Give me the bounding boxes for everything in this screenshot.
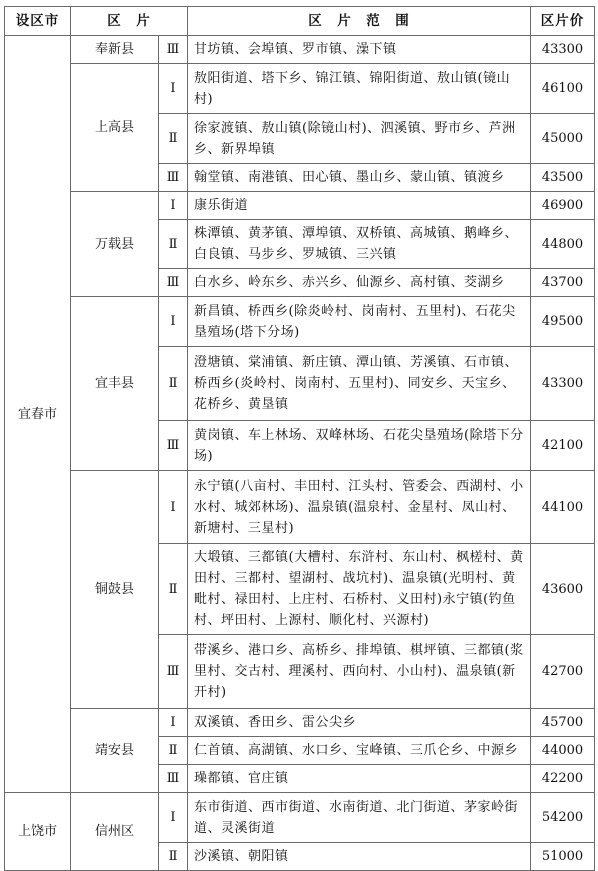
tier-cell: Ⅰ — [159, 471, 188, 544]
price-cell: 45000 — [531, 114, 595, 164]
range-cell: 敖阳街道、塔下乡、锦江镇、锦阳街道、敖山镇(镜山村) — [188, 64, 531, 114]
tier-cell: Ⅱ — [159, 544, 188, 635]
price-cell: 44800 — [531, 220, 595, 269]
price-cell: 43600 — [531, 544, 595, 635]
header-range: 区 片 范 围 — [188, 7, 531, 36]
tier-cell: Ⅲ — [159, 765, 188, 793]
price-cell: 46900 — [531, 192, 595, 220]
price-cell: 43300 — [531, 347, 595, 421]
range-cell: 株潭镇、黄茅镇、潭埠镇、双桥镇、高城镇、鹅峰乡、白良镇、马步乡、罗城镇、三兴镇 — [188, 220, 531, 269]
table-row — [5, 192, 595, 220]
table-row — [5, 709, 595, 737]
tier-cell: Ⅰ — [159, 793, 188, 843]
range-cell: 沙溪镇、朝阳镇 — [188, 843, 531, 871]
land-price-table-wrapper — [4, 6, 594, 871]
tier-cell: Ⅲ — [159, 164, 188, 192]
tier-cell: Ⅰ — [159, 709, 188, 737]
tier-cell: Ⅰ — [159, 297, 188, 347]
district-cell: 宜丰县 — [71, 297, 159, 471]
tier-cell: Ⅱ — [159, 220, 188, 269]
district-cell: 铜鼓县 — [71, 471, 159, 709]
table-header-row — [5, 7, 595, 36]
tier-cell: Ⅰ — [159, 192, 188, 220]
header-city: 设区市 — [5, 7, 71, 36]
price-cell: 43500 — [531, 164, 595, 192]
price-cell: 42700 — [531, 635, 595, 709]
price-cell: 43300 — [531, 36, 595, 64]
price-cell: 46100 — [531, 64, 595, 114]
price-cell: 51000 — [531, 843, 595, 871]
tier-cell: Ⅲ — [159, 421, 188, 471]
table-row — [5, 64, 595, 114]
city-cell: 宜春市 — [5, 36, 71, 793]
range-cell: 双溪镇、香田乡、雷公尖乡 — [188, 709, 531, 737]
tier-cell: Ⅲ — [159, 269, 188, 297]
range-cell: 永宁镇(八亩村、丰田村、江头村、管委会、西湖村、小水村、城郊林场)、温泉镇(温泉村、金星村、凤山村、新塘村、三星村) — [188, 471, 531, 544]
range-cell: 带溪乡、港口乡、高桥乡、排埠镇、棋坪镇、三都镇(浆里村、交古村、理溪村、西向村、小山村)、温泉镇(新开村) — [188, 635, 531, 709]
price-cell: 43700 — [531, 269, 595, 297]
district-cell: 上高县 — [71, 64, 159, 192]
price-cell: 44100 — [531, 471, 595, 544]
price-cell: 49500 — [531, 297, 595, 347]
district-cell: 信州区 — [71, 793, 159, 871]
tier-cell: Ⅱ — [159, 737, 188, 765]
table-row — [5, 793, 595, 843]
range-cell: 康乐街道 — [188, 192, 531, 220]
tier-cell: Ⅱ — [159, 347, 188, 421]
range-cell: 甘坊镇、会埠镇、罗市镇、澡下镇 — [188, 36, 531, 64]
land-price-table — [4, 6, 595, 871]
tier-cell: Ⅲ — [159, 635, 188, 709]
district-cell: 靖安县 — [71, 709, 159, 793]
tier-cell: Ⅰ — [159, 64, 188, 114]
table-row — [5, 471, 595, 544]
tier-cell: Ⅱ — [159, 843, 188, 871]
tier-cell: Ⅱ — [159, 114, 188, 164]
district-cell: 万载县 — [71, 192, 159, 297]
range-cell: 仁首镇、高湖镇、水口乡、宝峰镇、三爪仑乡、中源乡 — [188, 737, 531, 765]
range-cell: 新昌镇、桥西乡(除炎岭村、岗南村、五里村)、石花尖垦殖场(塔下分场) — [188, 297, 531, 347]
price-cell: 44000 — [531, 737, 595, 765]
district-cell: 奉新县 — [71, 36, 159, 64]
price-cell: 42100 — [531, 421, 595, 471]
range-cell: 大塅镇、三都镇(大槽村、东浒村、东山村、枫槎村、黄田村、三都村、望湖村、战坑村)、温泉镇(光明村、黄毗村、禄田村、上庄村、石桥村、义田村)永宁镇(钓鱼村、坪田村、上源村、顺化村、兴源村) — [188, 544, 531, 635]
range-cell: 黄岗镇、车上林场、双峰林场、石花尖垦殖场(除塔下分场) — [188, 421, 531, 471]
range-cell: 翰堂镇、南港镇、田心镇、墨山乡、蒙山镇、镇渡乡 — [188, 164, 531, 192]
range-cell: 璪都镇、官庄镇 — [188, 765, 531, 793]
range-cell: 东市街道、西市街道、水南街道、北门街道、茅家岭街道、灵溪街道 — [188, 793, 531, 843]
table-row — [5, 297, 595, 347]
header-district: 区 片 — [71, 7, 188, 36]
city-cell: 上饶市 — [5, 793, 71, 871]
price-cell: 54200 — [531, 793, 595, 843]
tier-cell: Ⅲ — [159, 36, 188, 64]
price-cell: 42200 — [531, 765, 595, 793]
range-cell: 徐家渡镇、敖山镇(除镜山村)、泗溪镇、野市乡、芦洲乡、新界埠镇 — [188, 114, 531, 164]
range-cell: 白水乡、岭东乡、赤兴乡、仙源乡、高村镇、茭湖乡 — [188, 269, 531, 297]
table-row — [5, 36, 595, 64]
price-cell: 45700 — [531, 709, 595, 737]
header-price: 区片价 — [531, 7, 595, 36]
range-cell: 澄塘镇、棠浦镇、新庄镇、潭山镇、芳溪镇、石市镇、桥西乡(炎岭村、岗南村、五里村)、同安乡、天宝乡、花桥乡、黄垦镇 — [188, 347, 531, 421]
